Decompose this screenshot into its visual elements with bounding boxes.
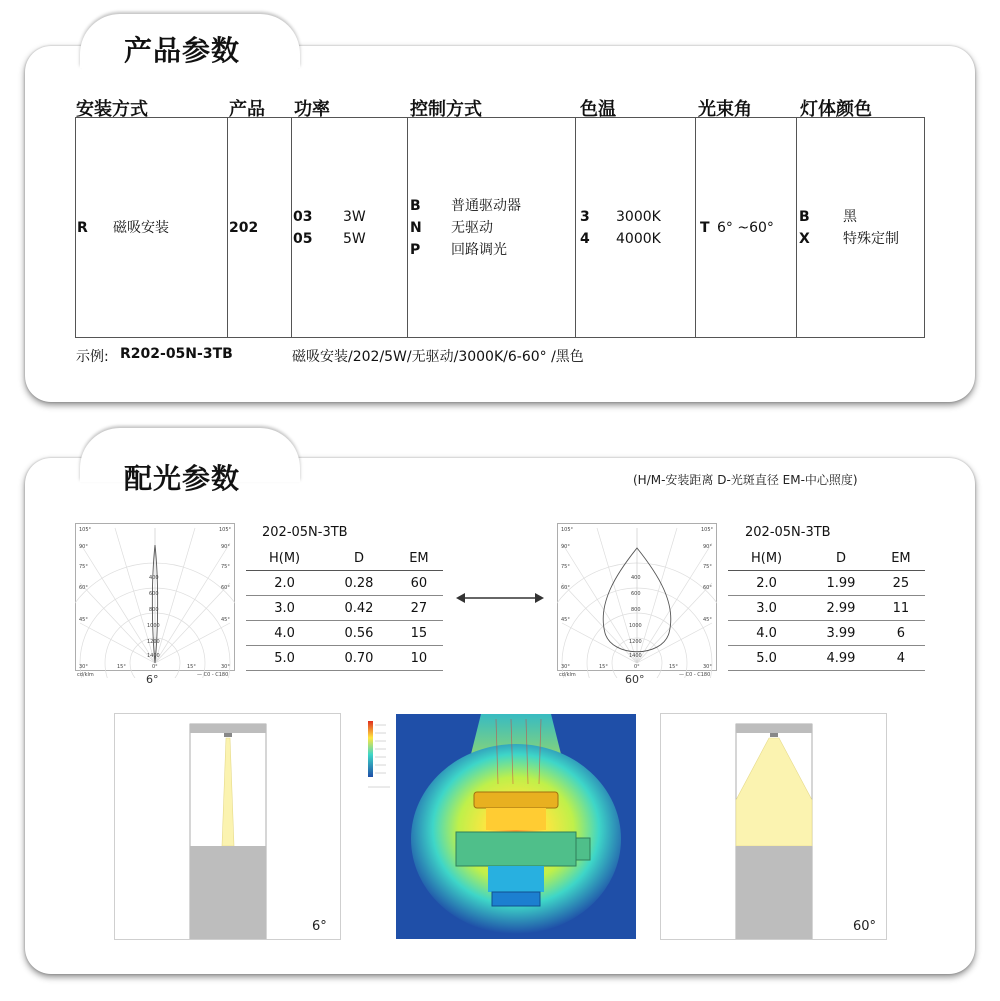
table-row: 5.0 4.99 4 bbox=[728, 646, 925, 671]
control-code-1: B bbox=[410, 198, 421, 214]
deg-label: 60° bbox=[561, 585, 570, 591]
col-head: H(M) bbox=[246, 546, 323, 571]
mount-text: 磁吸安装 bbox=[113, 220, 169, 236]
example-label: 示例: bbox=[76, 349, 109, 365]
cct-code-1: 3 bbox=[580, 209, 590, 225]
radial-label: 1200 bbox=[147, 639, 160, 645]
deg-label: 30° bbox=[561, 664, 570, 670]
unit-label: cd/klm bbox=[559, 672, 576, 678]
table-divider bbox=[695, 117, 696, 338]
table-divider bbox=[796, 117, 797, 338]
deg-label: 105° bbox=[79, 527, 92, 533]
header-power: 功率 bbox=[294, 99, 330, 120]
radial-label: 400 bbox=[631, 575, 641, 581]
control-code-3: P bbox=[410, 242, 421, 258]
deg-label: 0° bbox=[152, 664, 158, 670]
deg-label: 60° bbox=[221, 585, 230, 591]
deg-label: 15° bbox=[187, 664, 196, 670]
example-description: 磁吸安装/202/5W/无驱动/3000K/6-60° /黑色 bbox=[292, 349, 584, 365]
mount-code: R bbox=[77, 220, 88, 236]
table-divider bbox=[575, 117, 576, 338]
deg-label: 75° bbox=[703, 564, 712, 570]
photometric-table-right bbox=[728, 546, 925, 671]
header-mount: 安装方式 bbox=[76, 99, 148, 120]
deg-label: 45° bbox=[703, 617, 712, 623]
col-head: EM bbox=[877, 546, 925, 571]
deg-label: 45° bbox=[79, 617, 88, 623]
beam-text: 6° ~60° bbox=[717, 220, 774, 236]
header-control: 控制方式 bbox=[410, 99, 482, 120]
product-code: 202 bbox=[229, 220, 259, 236]
polar-angle-left: 6° bbox=[146, 673, 159, 686]
radial-label: 600 bbox=[149, 591, 159, 597]
series-legend: — C0 - C180 bbox=[679, 672, 711, 678]
deg-label: 45° bbox=[221, 617, 230, 623]
deg-label: 60° bbox=[703, 585, 712, 591]
series-legend: — C0 - C180 bbox=[197, 672, 229, 678]
beam-angle-wide: 60° bbox=[853, 919, 877, 934]
deg-label: 30° bbox=[79, 664, 88, 670]
table-row: 4.0 3.99 6 bbox=[728, 621, 925, 646]
header-beam: 光束角 bbox=[698, 99, 752, 120]
legend-note: (H/M-安装距离 D-光斑直径 EM-中心照度) bbox=[633, 473, 858, 487]
deg-label: 75° bbox=[79, 564, 88, 570]
table-left-title: 202-05N-3TB bbox=[262, 525, 348, 540]
table-divider bbox=[291, 117, 292, 338]
color-code-1: B bbox=[799, 209, 810, 225]
radial-label: 1000 bbox=[629, 623, 642, 629]
control-text-2: 无驱动 bbox=[451, 220, 493, 236]
table-right-title: 202-05N-3TB bbox=[745, 525, 831, 540]
table-row: 2.0 0.28 60 bbox=[246, 571, 443, 596]
photometric-table-left bbox=[246, 546, 443, 671]
control-text-3: 回路调光 bbox=[451, 242, 507, 258]
radial-label: 1200 bbox=[629, 639, 642, 645]
deg-label: 105° bbox=[561, 527, 574, 533]
col-head: EM bbox=[395, 546, 443, 571]
beam-panel-wide bbox=[660, 713, 887, 940]
deg-label: 90° bbox=[703, 544, 712, 550]
radial-label: 800 bbox=[631, 607, 641, 613]
deg-label: 0° bbox=[634, 664, 640, 670]
radial-label: 1400 bbox=[629, 653, 642, 659]
example-code: R202-05N-3TB bbox=[120, 346, 233, 362]
radial-label: 1000 bbox=[147, 623, 160, 629]
radial-label: 1400 bbox=[147, 653, 160, 659]
deg-label: 90° bbox=[221, 544, 230, 550]
color-text-2: 特殊定制 bbox=[843, 231, 899, 247]
header-product: 产品 bbox=[229, 99, 265, 120]
power-value-2: 5W bbox=[343, 231, 366, 247]
deg-label: 105° bbox=[219, 527, 232, 533]
control-text-1: 普通驱动器 bbox=[451, 198, 521, 214]
color-code-2: X bbox=[799, 231, 810, 247]
cct-code-2: 4 bbox=[580, 231, 590, 247]
polar-angle-right: 60° bbox=[625, 673, 645, 686]
thermal-simulation-image bbox=[396, 714, 636, 939]
cct-value-2: 4000K bbox=[616, 231, 661, 247]
beam-code: T bbox=[700, 220, 710, 236]
polar-diagram-left bbox=[75, 523, 235, 678]
deg-label: 45° bbox=[561, 617, 570, 623]
deg-label: 90° bbox=[79, 544, 88, 550]
beam-illustration-narrow bbox=[115, 714, 340, 939]
deg-label: 30° bbox=[221, 664, 230, 670]
col-head: H(M) bbox=[728, 546, 805, 571]
polar-diagram-right bbox=[557, 523, 717, 678]
table-row: 2.0 1.99 25 bbox=[728, 571, 925, 596]
beam-panel-narrow bbox=[114, 713, 341, 940]
double-arrow-icon bbox=[455, 590, 545, 606]
header-cct: 色温 bbox=[580, 99, 616, 120]
table-divider bbox=[407, 117, 408, 338]
col-head: D bbox=[805, 546, 877, 571]
radial-label: 800 bbox=[149, 607, 159, 613]
beam-illustration-wide bbox=[661, 714, 886, 939]
power-value-1: 3W bbox=[343, 209, 366, 225]
thermal-color-scale bbox=[366, 721, 392, 793]
deg-label: 30° bbox=[703, 664, 712, 670]
deg-label: 75° bbox=[221, 564, 230, 570]
control-code-2: N bbox=[410, 220, 422, 236]
spec-table bbox=[75, 117, 925, 338]
deg-label: 75° bbox=[561, 564, 570, 570]
radial-label: 400 bbox=[149, 575, 159, 581]
table-row: 3.0 2.99 11 bbox=[728, 596, 925, 621]
light-params-title: 配光参数 bbox=[124, 462, 241, 495]
unit-label: cd/klm bbox=[77, 672, 94, 678]
color-text-1: 黑 bbox=[843, 209, 857, 225]
header-color: 灯体颜色 bbox=[800, 99, 872, 120]
deg-label: 15° bbox=[117, 664, 126, 670]
power-code-2: 05 bbox=[293, 231, 313, 247]
table-divider bbox=[227, 117, 228, 338]
table-row: 3.0 0.42 27 bbox=[246, 596, 443, 621]
beam-angle-narrow: 6° bbox=[312, 919, 327, 934]
table-row: 5.0 0.70 10 bbox=[246, 646, 443, 671]
deg-label: 90° bbox=[561, 544, 570, 550]
deg-label: 60° bbox=[79, 585, 88, 591]
cct-value-1: 3000K bbox=[616, 209, 661, 225]
deg-label: 15° bbox=[599, 664, 608, 670]
product-params-title: 产品参数 bbox=[124, 34, 241, 67]
deg-label: 15° bbox=[669, 664, 678, 670]
radial-label: 600 bbox=[631, 591, 641, 597]
table-row: 4.0 0.56 15 bbox=[246, 621, 443, 646]
power-code-1: 03 bbox=[293, 209, 313, 225]
col-head: D bbox=[323, 546, 395, 571]
deg-label: 105° bbox=[701, 527, 714, 533]
